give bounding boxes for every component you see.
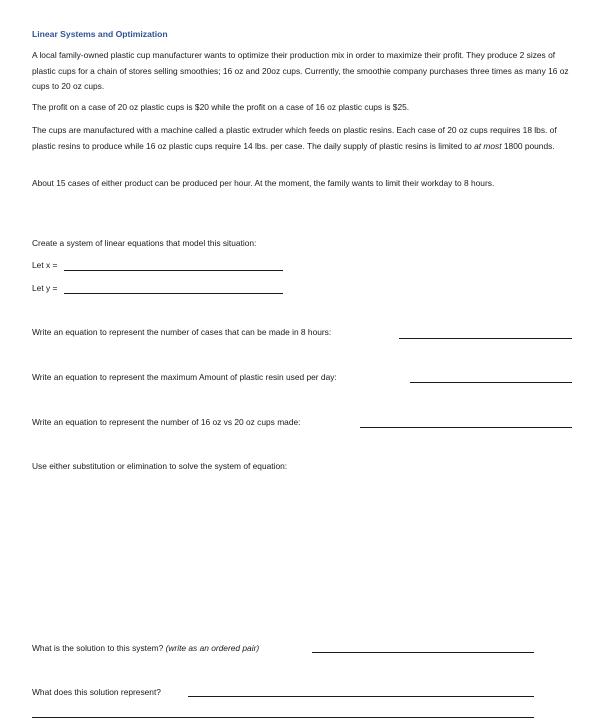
let-x-label: Let x = <box>32 260 58 270</box>
let-x-answer-line[interactable] <box>64 270 283 271</box>
solution-prompt-main: What is the solution to this system? <box>32 643 166 653</box>
intro-paragraph: A local family-owned plastic cup manufacturer wants to optimize their production mix in order to maximize their profit. They produce 2 sizes of plastic cups for a chain of stores selling smoothies; 16 oz and 20oz cups. Currently, the smoothie company purchases three times as many 16 oz cups to 20 oz cups. <box>32 50 569 92</box>
represent-prompt: What does this solution represent? <box>32 687 161 697</box>
let-y-answer-line[interactable] <box>64 293 283 294</box>
resin-paragraph-end: 1800 pounds. <box>501 140 555 151</box>
create-system-prompt: Create a system of linear equations that model this situation: <box>32 238 257 248</box>
resin-paragraph <box>32 123 577 154</box>
let-y-label: Let y = <box>32 283 58 293</box>
solve-prompt: Use either substitution or elimination to solve the system of equation: <box>32 461 288 471</box>
profit-paragraph: The profit on a case of 20 oz plastic cups is $20 while the profit on a case of 16 oz plastic cups is $25. <box>32 102 410 112</box>
production-rate-paragraph: About 15 cases of either product can be produced per hour. At the moment, the family wants to limit their workday to 8 hours. <box>32 178 495 188</box>
cases-equation-prompt: Write an equation to represent the number of cases that can be made in 8 hours: <box>32 327 332 337</box>
resin-paragraph-main: The cups are manufactured with a machine called a plastic extruder which feeds on plastic resins. Each case of 20 oz cups requires 18 lbs. of plastic resins to produce while 16 oz plastic cups require 14 lbs. per case. The daily supply of plastic resins is limited to <box>32 125 557 151</box>
worksheet-title: Linear Systems and Optimization <box>32 29 168 39</box>
resin-equation-prompt: Write an equation to represent the maximum Amount of plastic resin used per day: <box>32 372 337 382</box>
represent-answer-line-2[interactable] <box>32 717 534 718</box>
resin-paragraph-emphasis: at most <box>474 140 502 151</box>
represent-answer-line[interactable] <box>188 696 534 697</box>
solution-prompt <box>32 643 259 653</box>
solution-prompt-emphasis: (write as an ordered pair) <box>165 643 260 653</box>
resin-equation-answer-line[interactable] <box>410 382 572 383</box>
ratio-equation-answer-line[interactable] <box>360 427 572 428</box>
solution-answer-line[interactable] <box>312 652 534 653</box>
ratio-equation-prompt: Write an equation to represent the number of 16 oz vs 20 oz cups made: <box>32 417 301 427</box>
cases-equation-answer-line[interactable] <box>399 338 572 339</box>
